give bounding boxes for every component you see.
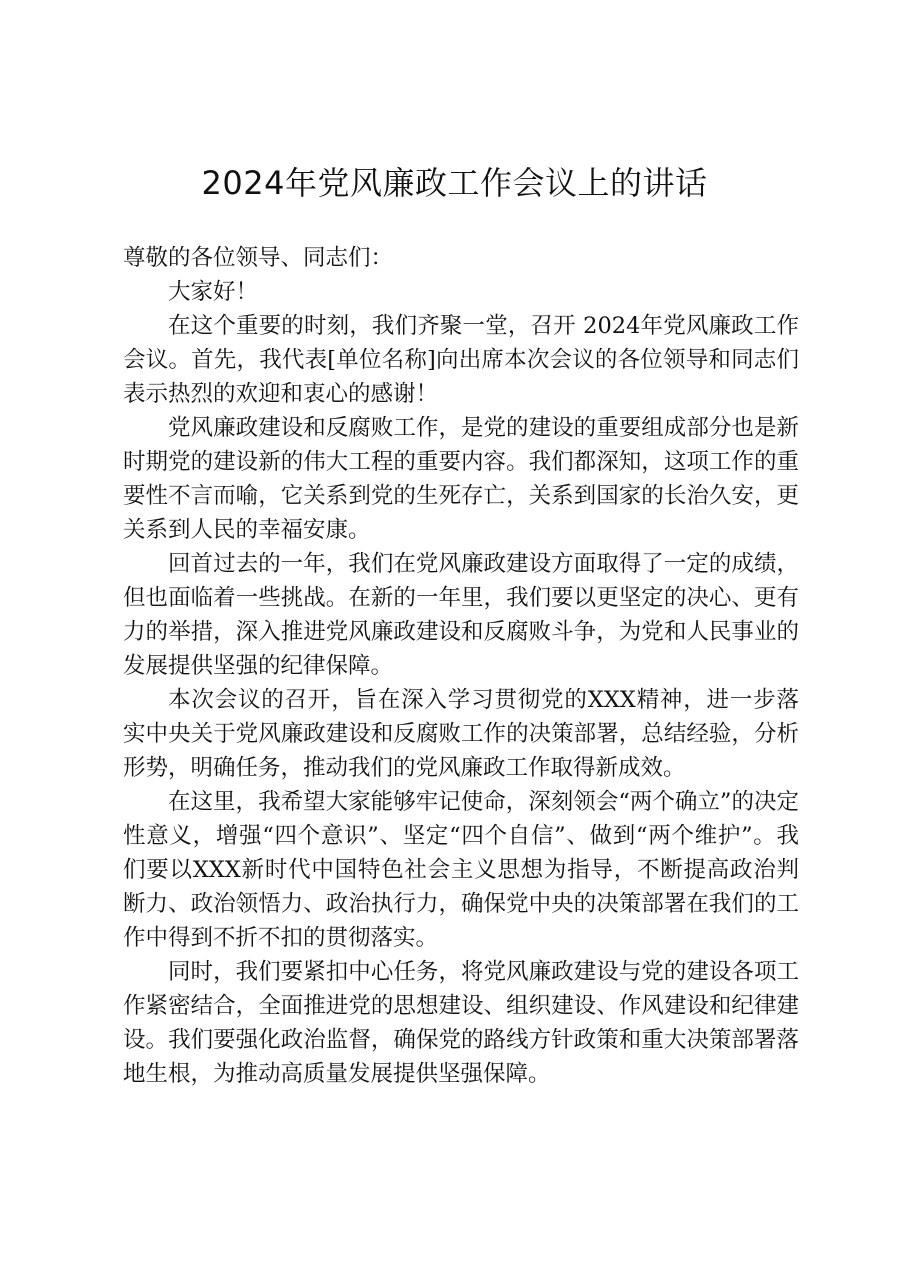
paragraph-importance: 党风廉政建设和反腐败工作，是党的建设的重要组成部分也是新时期党的建设新的伟大工程的重要内容。我们都深知，这项工作的重要性不言而喻，它关系到党的生死存亡，关系到国家的长治久安，更关系到人民的幸福安康。 (123, 415, 799, 543)
document-body (123, 241, 799, 1091)
paragraph-tasks: 同时，我们要紧扣中心任务，将党风廉政建设与党的建设各项工作紧密结合，全面推进党的思想建设、组织建设、作风建设和纪律建设。我们要强化政治监督，确保党的路线方针政策和重大决策部署落地生根，为推动高质量发展提供坚强保障。 (123, 959, 799, 1087)
paragraph-review: 回首过去的一年，我们在党风廉政建设方面取得了一定的成绩，但也面临着一些挑战。在新的一年里，我们要以更坚定的决心、更有力的举措，深入推进党风廉政建设和反腐败斗争，为党和人民事业的发展提供坚强的纪律保障。 (123, 551, 799, 679)
document-title: 2024年党风廉政工作会议上的讲话 (201, 164, 708, 202)
salutation: 尊敬的各位领导、同志们： (123, 245, 394, 271)
paragraph-greeting: 大家好！ (168, 279, 259, 305)
paragraph-purpose: 本次会议的召开，旨在深入学习贯彻党的XXX精神，进一步落实中央关于党风廉政建设和反腐败工作的决策部署，总结经验，分析形势，明确任务，推动我们的党风廉政工作取得新成效。 (123, 687, 799, 781)
paragraph-expectations: 在这里，我希望大家能够牢记使命，深刻领会“两个确立”的决定性意义，增强“四个意识”、坚定“四个自信”、做到“两个维护”。我们要以XXX新时代中国特色社会主义思想为指导，不断提高政治判断力、政治领悟力、政治执行力，确保党中央的决策部署在我们的工作中得到不折不扣的贯彻落实。 (123, 789, 799, 951)
paragraph-opening: 在这个重要的时刻，我们齐聚一堂，召开 2024年党风廉政工作会议。首先，我代表[单位名称]向出席本次会议的各位领导和同志们表示热烈的欢迎和衷心的感谢！ (123, 313, 799, 407)
